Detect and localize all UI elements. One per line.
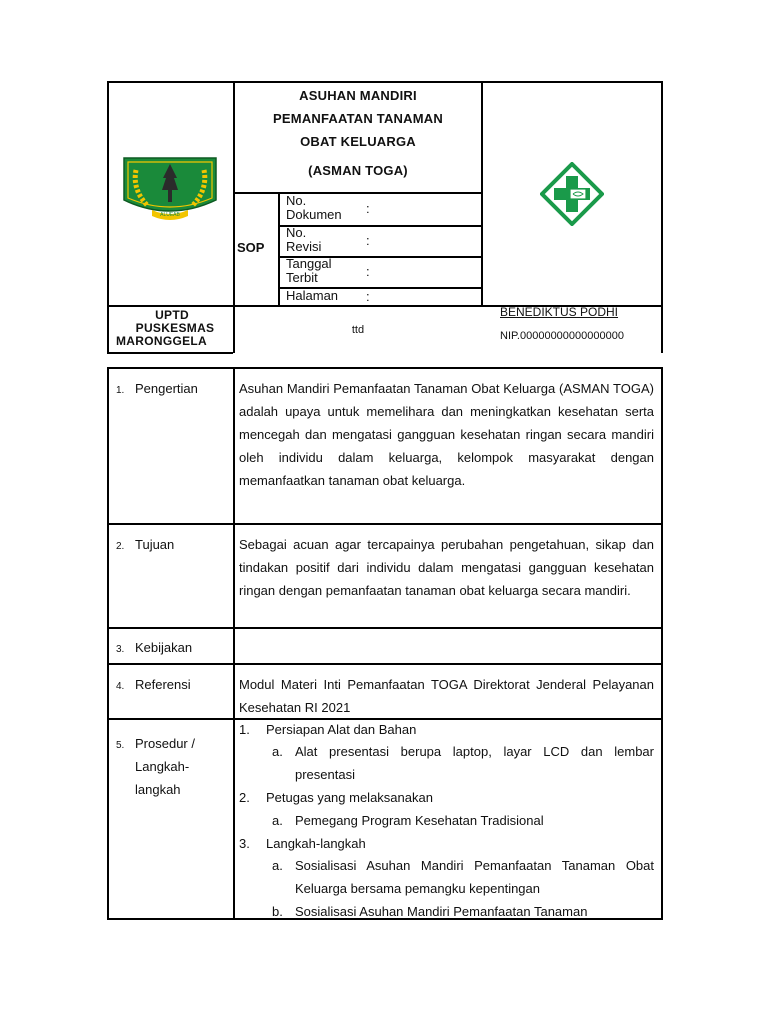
meta-label-halaman: Halaman — [286, 288, 339, 303]
document-title-line-2: PEMANFAATAN TANAMAN — [273, 111, 443, 126]
signature-placeholder: ttd — [351, 324, 365, 336]
section-label-prosedur: 5. Prosedur / Langkah- langkah — [116, 736, 195, 797]
meta-colon-tanggal-terbit: : — [366, 264, 370, 279]
document-title-line-1: ASUHAN MANDIRI — [299, 88, 417, 103]
procedure-step-3b-text: Sosialisasi Asuhan Mandiri Pemanfaatan Tanaman — [295, 904, 588, 919]
meta-colon-no-dokumen: : — [366, 201, 370, 216]
meta-colon-halaman: : — [366, 289, 370, 304]
signer-name: BENEDIKTUS PODHI — [500, 305, 619, 319]
emblem-banner-text: ALUEAB — [160, 212, 180, 218]
procedure-step-2a-number: a. — [272, 813, 283, 828]
meta-colon-no-revisi: : — [366, 233, 370, 248]
procedure-step-1a-text: Alat presentasi berupa laptop, layar LCD dan lembar presentasi — [295, 744, 654, 782]
procedure-step-1-text: Persiapan Alat dan Bahan — [266, 722, 417, 737]
procedure-step-3-number: 3. — [239, 836, 250, 851]
section-content-tujuan: Sebagai acuan agar tercapainya perubahan pengetahuan, sikap dan tindakan positif dari individu dalam mengatasi gangguan kesehatan ringan dengan pemanfaatan tanaman obat keluarga secara mandiri. — [239, 537, 654, 598]
section-content-referensi: Modul Materi Inti Pemanfaatan TOGA Direktorat Jenderal Pelayanan Kesehatan RI 2021 — [239, 677, 654, 715]
section-label-kebijakan: 3. Kebijakan — [116, 640, 193, 655]
section-label-pengertian: 1. Pengertian — [116, 381, 198, 396]
puskesmas-logo — [540, 162, 604, 226]
procedure-step-3b-number: b. — [272, 904, 283, 919]
procedure-step-1a-number: a. — [272, 744, 283, 759]
meta-label-no-revisi: No. Revisi — [286, 225, 322, 254]
procedure-step-1-number: 1. — [239, 722, 250, 737]
document-title-line-4: (ASMAN TOGA) — [308, 163, 408, 178]
organization-name: UPTD PUSKESMAS MARONGGELA — [116, 308, 215, 348]
procedure-step-2a-text: Pemegang Program Kesehatan Tradisional — [295, 813, 544, 828]
procedure-step-2-number: 2. — [239, 790, 250, 805]
procedure-step-2-text: Petugas yang melaksanakan — [266, 790, 433, 805]
header-table — [0, 0, 768, 360]
document-title-line-3: OBAT KELUARGA — [300, 134, 416, 149]
sop-label: SOP — [237, 240, 265, 255]
regional-emblem-logo — [122, 150, 218, 228]
signer-nip: NIP.00000000000000000 — [500, 330, 624, 342]
section-content-pengertian: Asuhan Mandiri Pemanfaatan Tanaman Obat Keluarga (ASMAN TOGA) adalah upaya untuk memelihara dan meningkatkan kesehatan serta mencegah dan mengatasi gangguan kesehatan ringan secara mandiri oleh individu dalam keluarga, kelompok masyarakat dengan memanfaatkan tanaman obat keluarga. — [239, 381, 654, 488]
procedure-step-3-text: Langkah-langkah — [266, 836, 366, 851]
meta-label-tanggal-terbit: Tanggal Terbit — [286, 256, 332, 285]
section-label-tujuan: 2. Tujuan — [116, 537, 175, 552]
section-label-referensi: 4. Referensi — [116, 677, 191, 692]
meta-label-no-dokumen: No. Dokumen — [286, 193, 342, 222]
procedure-step-3a-number: a. — [272, 858, 283, 873]
procedure-step-3a-text: Sosialisasi Asuhan Mandiri Pemanfaatan Tanaman Obat Keluarga bersama pemangku kepentingan — [295, 858, 654, 896]
